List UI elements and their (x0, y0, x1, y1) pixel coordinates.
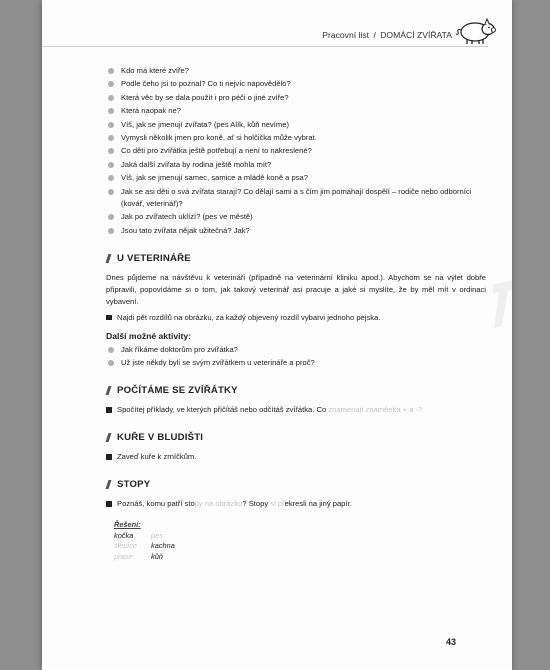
question-item: Která naopak ne? (106, 105, 486, 117)
page-number: 43 (445, 637, 456, 647)
solution-title: Řešení: (114, 520, 141, 530)
page-header (322, 30, 452, 40)
solution-row: kočka pes (114, 530, 163, 540)
section-marker-icon (106, 386, 112, 395)
more-activities-title: Další možné aktivity: (106, 330, 192, 341)
section-heading-tracks: STOPY (106, 479, 486, 490)
section-heading-maze: KUŘE V BLUDIŠTI (106, 432, 486, 443)
question-list (106, 65, 486, 237)
question-item: Jsou tato zvířata nějak užitečná? Jak? (106, 225, 486, 237)
solution-block (114, 520, 486, 561)
solution-row: prase kůň (114, 551, 163, 561)
bullet-icon (108, 360, 114, 366)
bullet-icon (108, 68, 114, 74)
question-item: Víš, jak se jmenují zvířata? (pes Alík, kůň nevíme) (106, 119, 486, 131)
bullet-icon (108, 347, 114, 353)
maze-task: Zaveď kuře k zrníčkům. (106, 451, 486, 463)
header-prefix: Pracovní list (322, 30, 370, 40)
vet-task: Najdi pět rozdílů na obrázku, za každý objevený rozdíl vybarvi jednoho pejska. (106, 312, 486, 324)
solution-row: slepice kachna (114, 541, 175, 551)
watermark-mark-icon (488, 278, 512, 330)
activity-item: Jak říkáme doktorům pro zvířátka? (106, 344, 486, 356)
count-task: Spočítej příklady, ve kterých přičítáš nebo odčítáš zvířátka. Co znamenají znaménka + a -? (106, 404, 486, 416)
question-item: Jaká další zvířata by rodina ještě mohla mít? (106, 159, 486, 171)
pig-logo-icon (454, 16, 498, 46)
square-bullet-icon (106, 501, 112, 507)
tracks-task: Poznáš, komu patří stopy na obrázku? Stopy si překresli na jiný papír. (106, 498, 486, 510)
bullet-icon (108, 81, 114, 87)
worksheet-content (106, 65, 486, 561)
header-rule (42, 46, 488, 47)
question-item: Jak se asi děti o svá zvířata starají? Co dělají sami a s čím jim pomáhají dospělí – rodiče nebo odborníci (kovář, veterinář)? (106, 186, 486, 210)
section-marker-icon (106, 254, 112, 263)
header-title: DOMÁCÍ ZVÍŘATA (380, 30, 452, 40)
bullet-icon (108, 95, 114, 101)
question-item: Víš, jak se jmenují samec, samice a mládě koně a psa? (106, 172, 486, 184)
section-heading-count: POČÍTÁME SE ZVÍŘÁTKY (106, 385, 486, 396)
section-heading-vet: U VETERINÁŘE (106, 253, 486, 264)
bullet-icon (108, 148, 114, 154)
bullet-icon (108, 214, 114, 220)
square-bullet-icon (106, 315, 112, 321)
question-item: Co děti pro zvířátka ještě potřebují a není to nakreslené? (106, 145, 486, 157)
more-activities-list (106, 344, 486, 370)
square-bullet-icon (106, 407, 112, 413)
question-item: Podle čeho jsi to poznal? Co ti nejvíc napovědělo? (106, 78, 486, 90)
bullet-icon (108, 162, 114, 168)
bullet-icon (108, 175, 114, 181)
square-bullet-icon (106, 454, 112, 460)
question-item: Která věc by se dala použít i pro péči o jiné zvíře? (106, 92, 486, 104)
header-separator: / (373, 30, 376, 40)
bullet-icon (108, 228, 114, 234)
section-marker-icon (106, 433, 112, 442)
vet-intro-paragraph: Dnes půjdeme na návštěvu k veterináři (případně na veterinární kliniku apod.). Abychom se na výlet dobře připravili, popovídáme si o tom, jak takový veterinář asi pracuje a jaké si myslíte, že by měl mít v ordinaci vybavení. (106, 272, 486, 306)
bullet-icon (108, 189, 114, 195)
worksheet-page (42, 0, 512, 670)
question-item: Kdo má které zvíře? (106, 65, 486, 77)
section-marker-icon (106, 480, 112, 489)
bullet-icon (108, 108, 114, 114)
question-item: Vymysli několik jmen pro koně, ať si holčička může vybrat. (106, 132, 486, 144)
bullet-icon (108, 135, 114, 141)
activity-item: Už jste někdy byli se svým zvířátkem u veterináře a proč? (106, 357, 486, 369)
bullet-icon (108, 122, 114, 128)
question-item: Jak po zvířatech uklízí? (pes ve městě) (106, 211, 486, 223)
